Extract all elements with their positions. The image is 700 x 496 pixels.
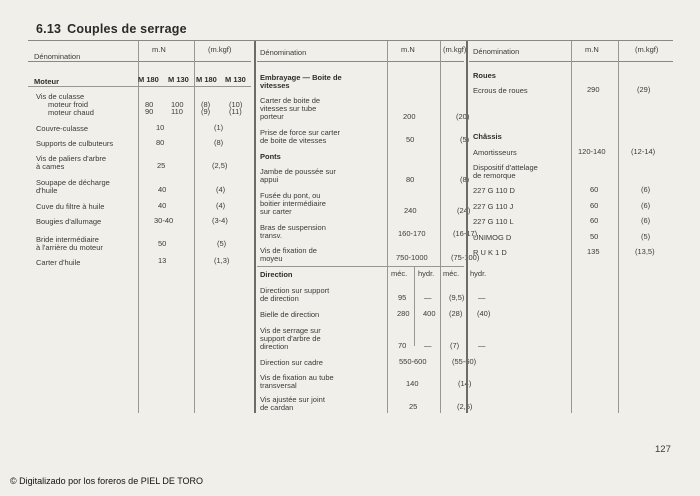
row-label: Fusée du pont, ou bbox=[260, 191, 321, 200]
section-number: 6.13 bbox=[36, 22, 62, 36]
value-mn: 135 bbox=[587, 247, 600, 256]
row-divider bbox=[28, 86, 251, 87]
column-divider bbox=[138, 41, 139, 413]
page-title bbox=[36, 22, 187, 36]
value-mn: 290 bbox=[587, 85, 600, 94]
section-embrayage: Embrayage — Boite de bbox=[260, 73, 342, 82]
row-label: R U K 1 D bbox=[473, 248, 507, 257]
row-label: Dispositif d'attelage bbox=[473, 163, 538, 172]
row-label: boitier intermédiaire bbox=[260, 199, 326, 208]
column-divider bbox=[618, 41, 619, 413]
row-label: Amortisseurs bbox=[473, 148, 517, 157]
column-divider bbox=[194, 41, 195, 413]
model-label: M 130 bbox=[225, 75, 246, 84]
value-kgf: (9) bbox=[201, 107, 211, 116]
section-roues: Roues bbox=[473, 71, 496, 80]
header-mn: m.N bbox=[401, 45, 415, 54]
torque-table bbox=[28, 40, 673, 413]
value-mn: 70 bbox=[398, 341, 407, 350]
column-divider bbox=[387, 41, 388, 413]
value-mn: 80 bbox=[145, 100, 154, 109]
value-mn: 50 bbox=[590, 232, 599, 241]
value-mn: 80 bbox=[156, 138, 165, 147]
row-label: à cames bbox=[36, 162, 65, 171]
column-divider bbox=[414, 266, 415, 346]
value-kgf: (6) bbox=[641, 185, 651, 194]
value-kgf: (55-60) bbox=[452, 357, 477, 366]
row-label: Vis ajustée sur joint bbox=[260, 395, 325, 404]
row-label: Bras de suspension bbox=[260, 223, 326, 232]
row-label: Supports de culbuteurs bbox=[36, 139, 114, 148]
row-label: Bride intermédiaire bbox=[36, 235, 99, 244]
header-denomination: Dénomination bbox=[260, 48, 307, 57]
section-chassis: Châssis bbox=[473, 132, 502, 141]
sub-header: hydr. bbox=[418, 269, 435, 278]
value-kgf: (5) bbox=[460, 135, 470, 144]
table-header bbox=[257, 41, 467, 62]
row-label: 227 G 110 J bbox=[473, 202, 514, 211]
value-mn: 30-40 bbox=[154, 216, 174, 225]
header-mkgf: (m.kgf) bbox=[443, 45, 467, 54]
value-kgf: (20) bbox=[456, 112, 470, 121]
value-mn: 40 bbox=[158, 201, 167, 210]
value-kgf: (7) bbox=[450, 341, 460, 350]
value-kgf: (1) bbox=[214, 123, 224, 132]
panel-chassis bbox=[469, 41, 673, 413]
panel-divider bbox=[254, 41, 256, 413]
value-kgf: (5) bbox=[641, 232, 651, 241]
section-moteur: Moteur bbox=[34, 77, 59, 86]
value-kgf: (5) bbox=[217, 239, 227, 248]
row-label: de cardan bbox=[260, 403, 294, 412]
value-kgf: (3-4) bbox=[212, 216, 228, 225]
model-label: M 180 bbox=[138, 75, 159, 84]
value-mn: — bbox=[424, 293, 432, 302]
header-mkgf: (m.kgf) bbox=[635, 45, 659, 54]
value-mn: 750-1000 bbox=[396, 253, 428, 262]
value-kgf: (6) bbox=[641, 216, 651, 225]
sub-header: méc. bbox=[443, 269, 460, 278]
row-label: Direction sur cadre bbox=[260, 358, 323, 367]
row-label: Carter de boite de bbox=[260, 96, 321, 105]
row-label: Carter d'huile bbox=[36, 258, 81, 267]
footer-credit: © Digitalizado por los foreros de PIEL DE TORO bbox=[10, 476, 204, 486]
value-kgf: (75-100) bbox=[451, 253, 480, 262]
row-label: 227 G 110 D bbox=[473, 186, 515, 195]
row-label: direction bbox=[260, 342, 289, 351]
column-divider bbox=[440, 41, 441, 413]
row-label: Ecrous de roues bbox=[473, 86, 528, 95]
header-denomination: Dénomination bbox=[34, 52, 81, 61]
value-mn: — bbox=[424, 341, 432, 350]
page-number: 127 bbox=[655, 444, 671, 455]
value-kgf: (14) bbox=[458, 379, 472, 388]
row-label: Prise de force sur carter bbox=[260, 128, 341, 137]
value-kgf: (40) bbox=[477, 309, 491, 318]
row-label: Vis de fixation au tube bbox=[260, 373, 334, 382]
section-embrayage: vitesses bbox=[260, 81, 290, 90]
section-ponts: Ponts bbox=[260, 152, 281, 161]
value-kgf: (4) bbox=[216, 185, 226, 194]
row-label: Vis de fixation de bbox=[260, 246, 317, 255]
row-label: Jambe de poussée sur bbox=[260, 167, 336, 176]
value-kgf: (2,5) bbox=[212, 161, 228, 170]
row-label: Bougies d'allumage bbox=[36, 217, 102, 226]
value-mn: 60 bbox=[590, 185, 599, 194]
value-mn: 40 bbox=[158, 185, 167, 194]
panel-divider bbox=[466, 41, 468, 413]
row-label: support d'arbre de bbox=[260, 334, 321, 343]
row-divider bbox=[257, 266, 464, 267]
row-label: Couvre-culasse bbox=[36, 124, 89, 133]
value-mn: 25 bbox=[157, 161, 166, 170]
value-mn: 200 bbox=[403, 112, 416, 121]
row-label: Vis de culasse bbox=[36, 92, 85, 101]
row-label: moteur froid bbox=[48, 100, 89, 109]
row-label: 227 G 110 L bbox=[473, 217, 514, 226]
value-kgf: — bbox=[478, 341, 486, 350]
row-label: Vis de serrage sur bbox=[260, 326, 321, 335]
model-label: M 130 bbox=[168, 75, 189, 84]
value-kgf: (11) bbox=[229, 107, 242, 116]
row-label: transv. bbox=[260, 231, 282, 240]
model-label: M 180 bbox=[196, 75, 217, 84]
row-label: UNIMOG D bbox=[473, 233, 512, 242]
sub-header: hydr. bbox=[470, 269, 487, 278]
section-title: Couples de serrage bbox=[67, 22, 187, 36]
row-label: Direction sur support bbox=[260, 286, 330, 295]
header-mkgf: (m.kgf) bbox=[208, 45, 232, 54]
row-label: transversal bbox=[260, 381, 297, 390]
value-kgf: — bbox=[478, 293, 486, 302]
value-mn: 400 bbox=[423, 309, 436, 318]
value-kgf: (28) bbox=[449, 309, 463, 318]
value-mn: 80 bbox=[406, 175, 415, 184]
row-label: appui bbox=[260, 175, 279, 184]
value-kgf: (8) bbox=[201, 100, 211, 109]
value-mn: 95 bbox=[398, 293, 407, 302]
value-mn: 60 bbox=[590, 216, 599, 225]
value-kgf: (8) bbox=[460, 175, 470, 184]
value-mn: 550-600 bbox=[399, 357, 427, 366]
value-mn: 280 bbox=[397, 309, 410, 318]
value-mn: 13 bbox=[158, 256, 167, 265]
value-mn: 50 bbox=[158, 239, 167, 248]
value-mn: 60 bbox=[590, 201, 599, 210]
value-kgf: (2,5) bbox=[457, 402, 473, 411]
value-kgf: (4) bbox=[216, 201, 226, 210]
value-mn: 110 bbox=[171, 107, 183, 116]
value-mn: 120-140 bbox=[578, 147, 606, 156]
value-mn: 240 bbox=[404, 206, 417, 215]
row-label: moteur chaud bbox=[48, 108, 94, 117]
row-label: vitesses sur tube bbox=[260, 104, 317, 113]
row-label: Cuve du filtre à huile bbox=[36, 202, 105, 211]
header-denomination: Dénomination bbox=[473, 47, 520, 56]
header-mn: m.N bbox=[152, 45, 166, 54]
value-kgf: (13,5) bbox=[635, 247, 655, 256]
row-label: Vis de paliers d'arbre bbox=[36, 154, 107, 163]
row-label: d'huile bbox=[36, 186, 58, 195]
value-kgf: (12-14) bbox=[631, 147, 656, 156]
table-header bbox=[28, 41, 251, 62]
value-mn: 100 bbox=[171, 100, 184, 109]
row-label: Bielle de direction bbox=[260, 310, 320, 319]
value-kgf: (24) bbox=[457, 206, 471, 215]
value-mn: 160-170 bbox=[398, 229, 426, 238]
row-label: de boite de vitesses bbox=[260, 136, 327, 145]
value-kgf: (9,5) bbox=[449, 293, 465, 302]
value-mn: 140 bbox=[406, 379, 419, 388]
value-mn: 90 bbox=[145, 107, 154, 116]
row-label: moyeu bbox=[260, 254, 283, 263]
value-kgf: (1,3) bbox=[214, 256, 230, 265]
row-label: de remorque bbox=[473, 171, 516, 180]
header-mn: m.N bbox=[585, 45, 599, 54]
row-label: sur carter bbox=[260, 207, 292, 216]
section-direction: Direction bbox=[260, 270, 293, 279]
row-label: de direction bbox=[260, 294, 299, 303]
sub-header: méc. bbox=[391, 269, 408, 278]
row-label: Soupape de décharge bbox=[36, 178, 110, 187]
column-divider bbox=[571, 41, 572, 413]
row-label: porteur bbox=[260, 112, 284, 121]
value-mn: 25 bbox=[409, 402, 418, 411]
value-kgf: (10) bbox=[229, 100, 243, 109]
panel-moteur bbox=[28, 41, 251, 413]
value-mn: 10 bbox=[156, 123, 165, 132]
row-label: à l'arrière du moteur bbox=[36, 243, 103, 252]
value-mn: 50 bbox=[406, 135, 415, 144]
value-kgf: (8) bbox=[214, 138, 224, 147]
value-kgf: (16-17) bbox=[453, 229, 478, 238]
value-kgf: (6) bbox=[641, 201, 651, 210]
value-kgf: (29) bbox=[637, 85, 651, 94]
